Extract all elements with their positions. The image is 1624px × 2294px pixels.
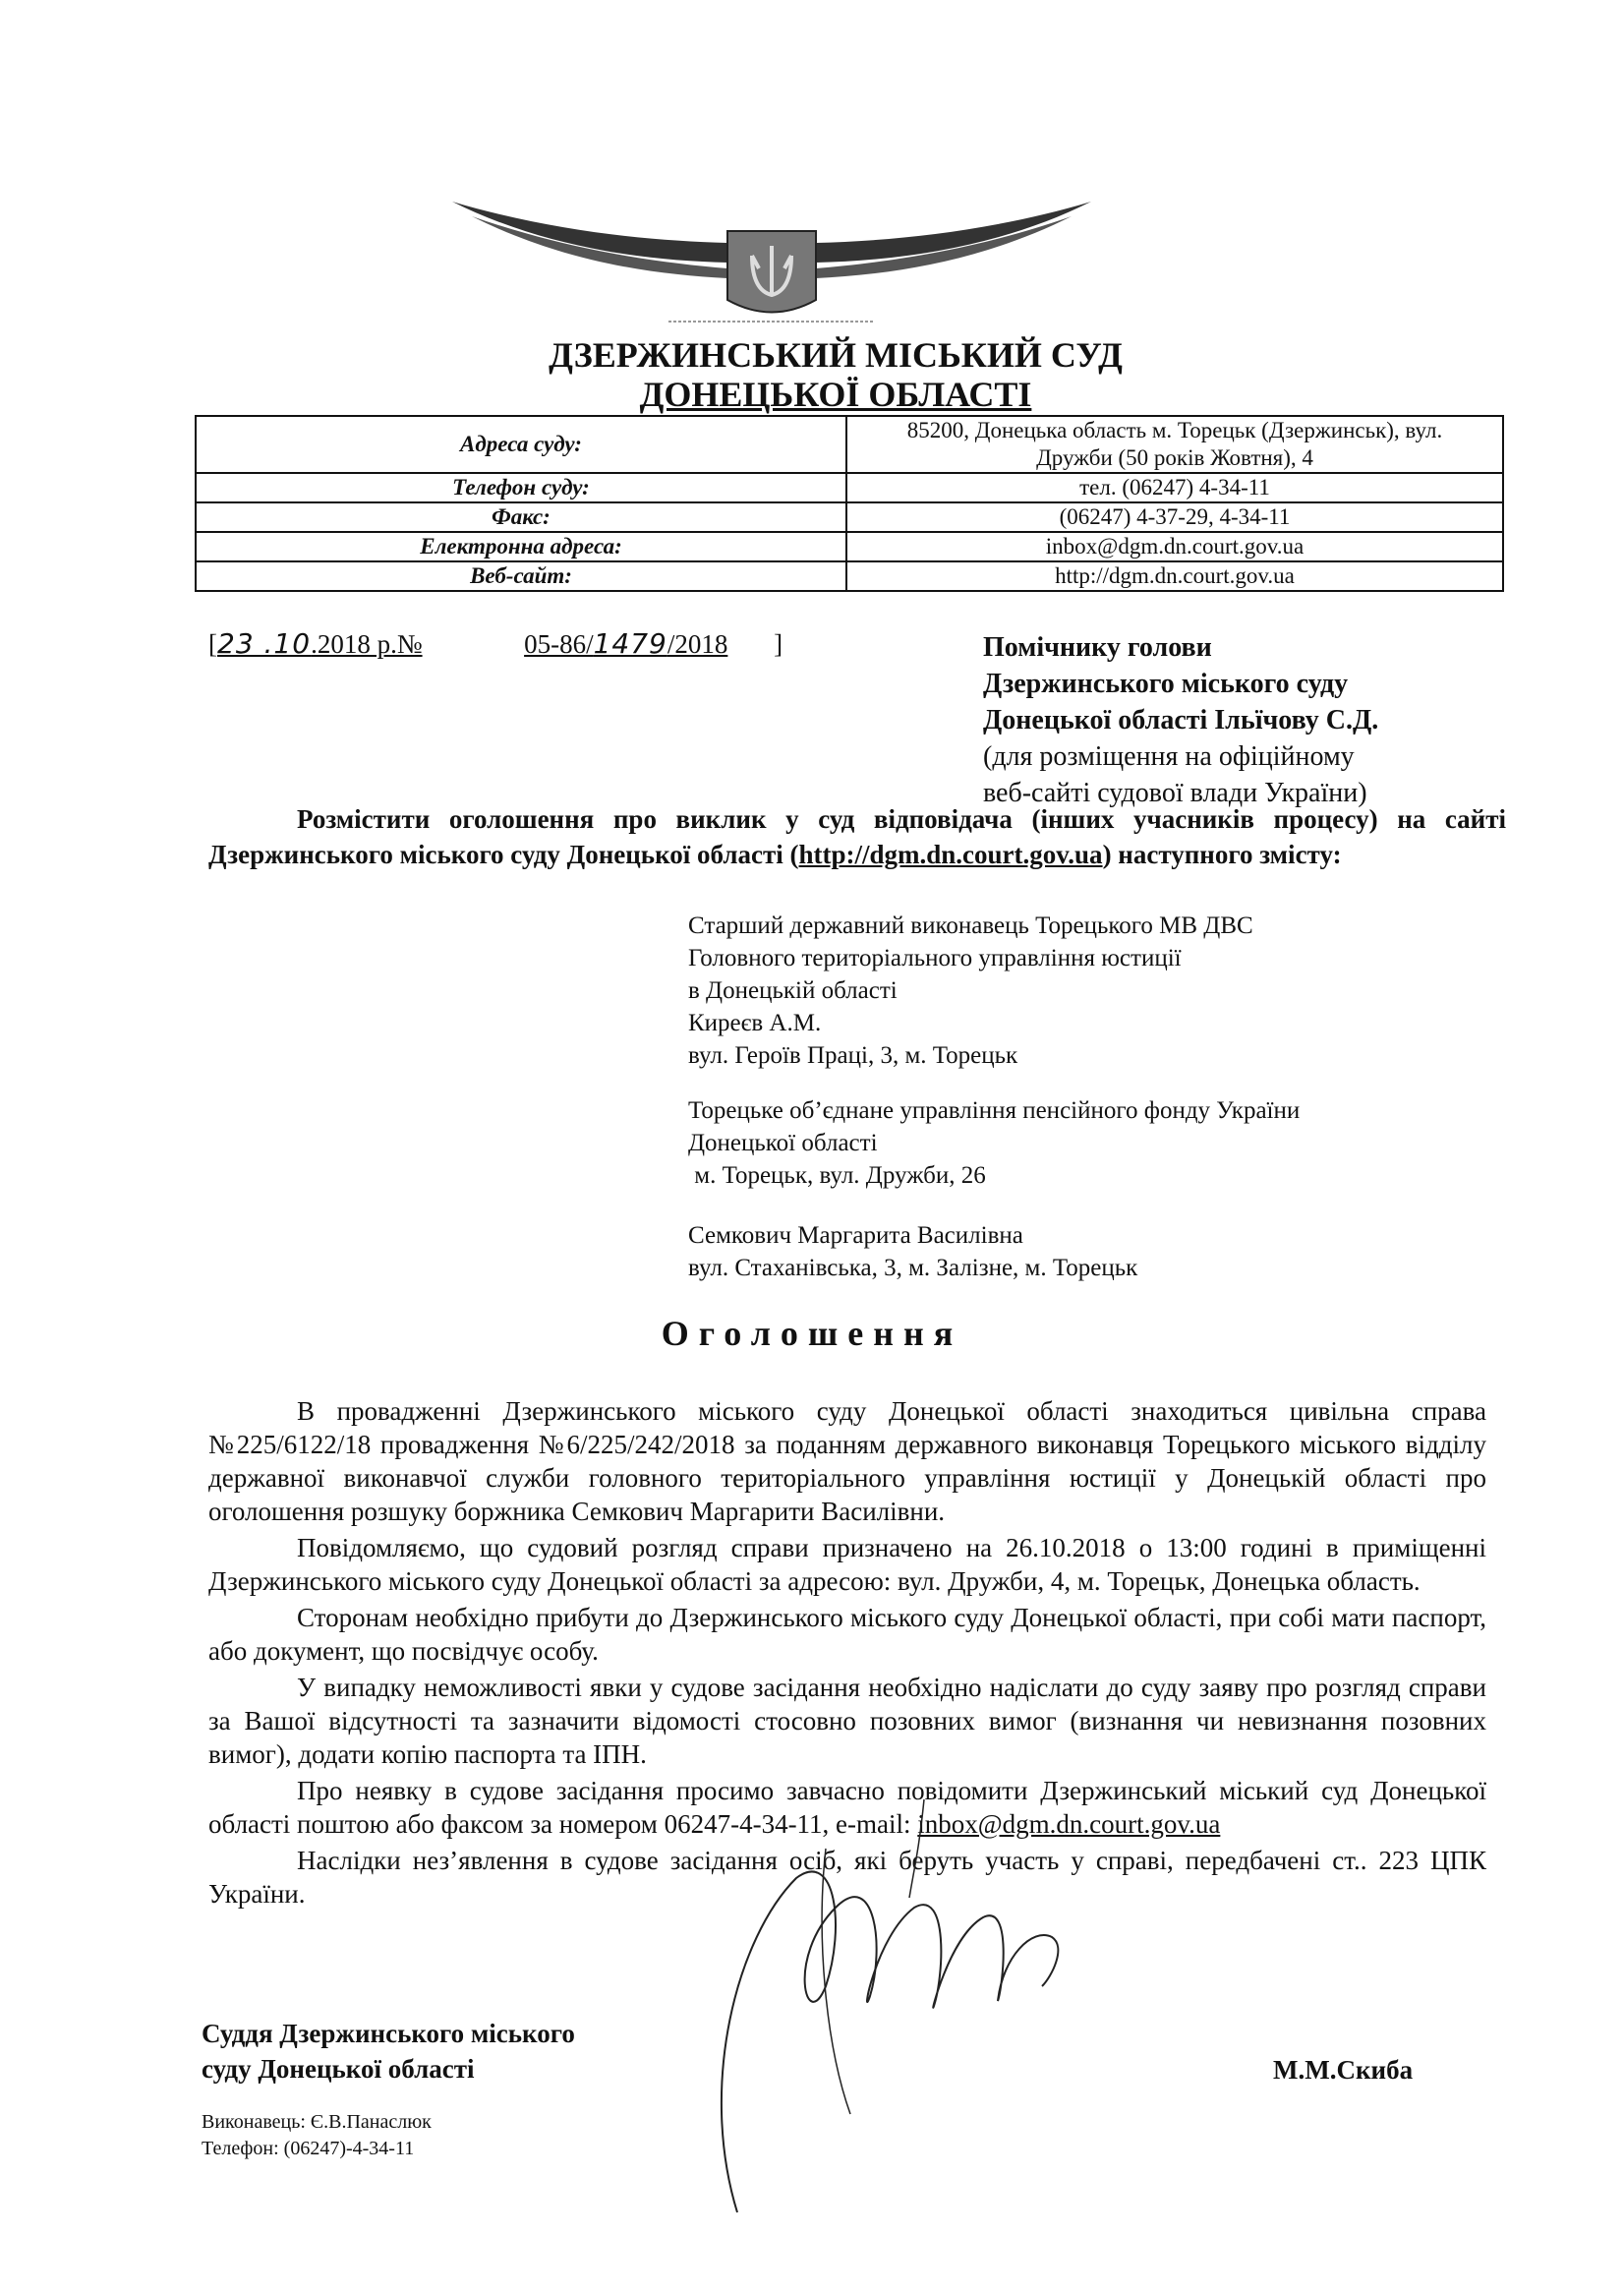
court-info-table [195,415,1504,592]
notice-paragraph: У випадку неможливості явки у судове засідання необхідно надіслати до суду заяву про розгляд справи за Вашої відсутності та зазначити відомості стосовно позовних вимог (визнання чи невизнання позовних вимог), додати копію паспорта та ІПН. [208,1673,1486,1769]
website-value: http://dgm.dn.court.gov.ua [846,561,1503,591]
judge-signature [678,1790,1091,2242]
recipient-line: Донецької області [688,1130,878,1156]
judge-name: М.М.Скиба [1273,2055,1414,2085]
fax-label: Факс: [196,502,846,532]
phone-label: Телефон суду: [196,473,846,502]
executor-name: Виконавець: Є.В.Панаслюк [202,2111,432,2133]
recipient-line: вул. Героїв Праці, 3, м. Торецьк [688,1042,1018,1069]
table-row [196,561,1503,591]
registration-date-handwritten: 23 .10 [217,627,312,660]
recipient-block [688,910,1253,1072]
registration-number-handwritten: 1479 [593,627,667,660]
notice-paragraph: Наслідки нез’явлення в судове засідання осіб, які беруть участь у справі, передбачені ст.. 223 ЦПК України. [208,1846,1486,1909]
notice-paragraph: В провадженні Дзержинського міського суду Донецької області знаходиться цивільна справа №225/6122/18 провадження №6/225/242/2018 за поданням державного виконавця Торецького міського відділу державної виконавчої служби головного територіального управління юстиції у Донецькій області про оголошення розшуку боржника Семкович Маргарити Василівни. [208,1396,1486,1526]
addressee-line: Помічнику голови [983,632,1212,663]
address-value: 85200, Донецька область м. Торецьк (Дзержинськ), вул. Дружби (50 років Жовтня), 4 [846,416,1503,473]
recipient-block [688,1094,1300,1192]
recipient-line: Старший державний виконавець Торецького МВ ДВС [688,912,1253,939]
registration-number-suffix: /2018 [667,629,728,659]
registration-number-prefix: 05-86/ [524,629,594,659]
addressee-line: веб-сайті судової влади України) [983,778,1367,808]
notice-paragraph: Про неявку в судове засідання просимо завчасно повідомити Дзержинський міський суд Донецької області поштою або факсом за номером 06247-4-34-11, e-mail: inbox@dgm.dn.court.gov.ua [208,1776,1486,1839]
court-emblem-logo [433,192,1111,329]
recipient-line: м. Торецьк, вул. Дружби, 26 [688,1162,986,1189]
executor-phone: Телефон: (06247)-4-34-11 [202,2138,415,2159]
table-row [196,532,1503,561]
email-value: inbox@dgm.dn.court.gov.ua [846,532,1503,561]
registration-line: [23 .10.2018 р.№ 05-86/1479/2018 ] [208,627,783,660]
addressee-block [983,629,1378,811]
court-email-link[interactable]: inbox@dgm.dn.court.gov.ua [917,1809,1221,1839]
judge-title: Суддя Дзержинського міського суду Донецької області [202,2019,575,2084]
email-label: Електронна адреса: [196,532,846,561]
website-label: Веб-сайт: [196,561,846,591]
recipient-line: вул. Стаханівська, 3, м. Залізне, м. Торецьк [688,1255,1138,1281]
notice-title: Оголошення [661,1314,963,1353]
table-row [196,416,1503,473]
recipient-line: в Донецькій області [688,977,898,1004]
recipient-line: Головного територіального управління юстиції [688,945,1182,971]
table-row [196,473,1503,502]
registration-date-suffix: .2018 р.№ [311,629,423,659]
executor-info [202,2109,432,2162]
instruction-paragraph: Розмістити оголошення про виклик у суд відповідача (інших учасників процесу) на сайті Дзержинського міського суду Донецької області (http://dgm.dn.court.gov.ua) наступного змісту: [208,804,1506,869]
recipient-line: Киреєв А.М. [688,1010,822,1036]
recipient-block [688,1219,1137,1284]
recipient-line: Торецьке об’єднане управління пенсійного фонду України [688,1097,1301,1124]
court-website-link[interactable]: http://dgm.dn.court.gov.ua [798,840,1103,869]
addressee-line: (для розміщення на офіційному [983,741,1355,772]
address-label: Адреса суду: [196,416,846,473]
recipient-line: Семкович Маргарита Василівна [688,1222,1023,1249]
addressee-line: Дзержинського міського суду [983,669,1349,699]
court-name-line1: ДЗЕРЖИНСЬКИЙ МІСЬКИЙ СУД [549,335,1123,375]
notice-paragraph: Повідомляємо, що судовий розгляд справи призначено на 26.10.2018 о 13:00 годині в приміщенні Дзержинського міського суду Донецької області за адресою: вул. Дружби, 4, м. Торецьк, Донецька область. [208,1533,1486,1596]
fax-value: (06247) 4-37-29, 4-34-11 [846,502,1503,532]
phone-value: тел. (06247) 4-34-11 [846,473,1503,502]
court-name-line2: ДОНЕЦЬКОЇ ОБЛАСТІ [639,375,1032,414]
table-row [196,502,1503,532]
notice-paragraph: Сторонам необхідно прибути до Дзержинського міського суду Донецької області, при собі мати паспорт, або документ, що посвідчує особу. [208,1603,1486,1666]
addressee-line: Донецької області Ільїчову С.Д. [983,705,1379,735]
